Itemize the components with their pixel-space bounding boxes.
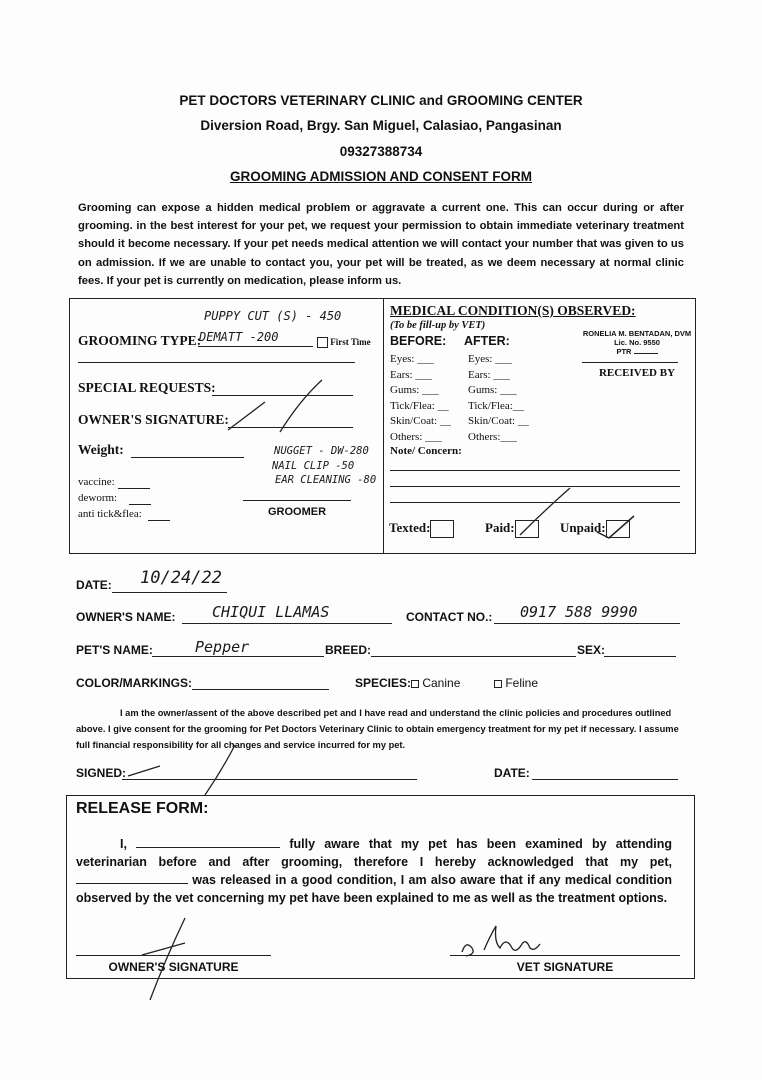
vet-sig-label: VET SIGNATURE [516, 960, 614, 974]
owner-release-signature-2 [150, 918, 185, 1000]
intro-paragraph: Grooming can expose a hidden medical problem or aggravate a current one. This can occur during or after grooming. in the best interest for your pet, we request your permission to obtain immediate veterinary treatment should it become necessary. If your pet needs medical attention we will contact your number that was given to us on admission. If we are unable to contact you, your pet will be treated, as we deem necessary at normal clinic fees. If your pet is currently on medication, please inform us. [78, 202, 684, 287]
vaccine-label: vaccine: [78, 476, 115, 488]
clinic-address: Diversion Road, Brgy. San Miguel, Calasiao, Pangasinan [200, 118, 562, 133]
before-label: BEFORE: [390, 334, 447, 348]
before-eyes: Eyes: ___ [390, 353, 434, 365]
groomer-label: GROOMER [267, 506, 327, 518]
weight-label: Weight: [78, 442, 124, 457]
before-gums: Gums: ___ [390, 384, 439, 396]
date-label: DATE: [76, 578, 112, 592]
canine-label: Canine [422, 676, 461, 690]
medical-subtitle: (To be fill-up by VET) [390, 320, 486, 331]
pet-name-value: Pepper [195, 638, 250, 656]
species-label: SPECIES: [355, 676, 412, 690]
note-label: Note/ Concern: [390, 445, 462, 457]
after-label: AFTER: [464, 334, 510, 348]
owner-signature-stroke-1 [228, 402, 265, 430]
form-title: GROOMING ADMISSION AND CONSENT FORM [230, 169, 532, 184]
extras-1: NUGGET - DW-280 [274, 445, 369, 457]
texted-label: Texted: [389, 520, 431, 535]
deworm-label: deworm: [78, 492, 118, 504]
grooming-type-handwritten-2: DEMATT -200 [199, 330, 279, 344]
after-skin: Skin/Coat: __ [468, 415, 529, 427]
before-skin: Skin/Coat: __ [390, 415, 451, 427]
unpaid-check-mark [597, 516, 634, 538]
vet-name: RONELIA M. BENTADAN, DVM [582, 329, 692, 338]
contact-label: CONTACT NO.: [406, 610, 493, 624]
after-gums: Gums: ___ [468, 384, 517, 396]
clinic-name: PET DOCTORS VETERINARY CLINIC and GROOMING CENTER [179, 93, 583, 108]
owner-signature-label: OWNER'S SIGNATURE: [78, 412, 229, 427]
release-title: RELEASE FORM: [76, 800, 209, 817]
owner-sig-label: OWNER'S SIGNATURE [108, 960, 239, 974]
release-text-1: fully aware that my pet has been examined by attending veterinarian before and after grooming, therefore I hereby acknowledged that my pet, [76, 837, 672, 869]
first-time-label: First Time [330, 337, 371, 347]
contact-value: 0917 588 9990 [520, 603, 638, 621]
signed-stroke-1 [128, 766, 160, 776]
vet-ptr: PTR [582, 347, 692, 356]
extras-2: NAIL CLIP -50 [272, 460, 355, 472]
signed-date-label: DATE: [494, 766, 530, 780]
color-label: COLOR/MARKINGS: [76, 676, 192, 690]
signed-stroke-2 [205, 745, 235, 795]
consent-paragraph: I am the owner/assent of the above described pet and I have read and understand the clinic policies and procedures outlined above. I give consent for the grooming for Pet Doctors Veterinary Clinic to obtain emergency treatment for my pet if necessary. I assume full financial responsibility for all changes and service incurred for my pet. [76, 708, 679, 750]
paid-check-mark [520, 488, 570, 535]
after-eyes: Eyes: ___ [468, 353, 512, 365]
anti-tick-label: anti tick&flea: [78, 508, 142, 520]
special-requests-label: SPECIAL REQUESTS: [78, 380, 216, 395]
paid-label: Paid: [485, 520, 515, 535]
received-by-label: RECEIVED BY [598, 367, 676, 379]
grooming-type-handwritten-1: PUPPY CUT (S) - 450 [204, 309, 342, 323]
release-text-2: was released in a good condition, I am also aware that if any medical condition observed by the vet concerning my pet have been explained to me as well as the treatment options. [76, 873, 672, 905]
breed-label: BREED: [325, 643, 372, 657]
owner-name-value: CHIQUI LLAMAS [212, 603, 330, 621]
vet-license: Lic. No. 9550 [614, 338, 660, 347]
before-ears: Ears: ___ [390, 368, 432, 381]
before-others: Others: ___ [390, 430, 442, 443]
grooming-type-label: GROOMING TYPE: [78, 333, 202, 348]
release-i: I, [120, 837, 127, 851]
owner-signature-stroke-2 [280, 380, 322, 432]
before-tick: Tick/Flea: __ [390, 399, 449, 412]
signed-label: SIGNED: [76, 766, 127, 780]
date-value: 10/24/22 [140, 568, 222, 588]
extras-3: EAR CLEANING -80 [275, 474, 377, 486]
after-tick: Tick/Flea:__ [468, 399, 524, 412]
sex-label: SEX: [577, 643, 606, 657]
unpaid-label: Unpaid: [560, 520, 606, 535]
owner-release-signature-1 [142, 943, 185, 955]
after-ears: Ears: ___ [468, 368, 510, 381]
clinic-phone: 09327388734 [339, 144, 423, 159]
pet-name-label: PET'S NAME: [76, 643, 153, 657]
after-others: Others:___ [468, 430, 517, 443]
vet-signature-scribble [462, 926, 540, 956]
feline-label: Feline [505, 676, 539, 690]
owner-name-label: OWNER'S NAME: [76, 610, 176, 624]
medical-title: MEDICAL CONDITION(S) OBSERVED: [390, 303, 636, 318]
